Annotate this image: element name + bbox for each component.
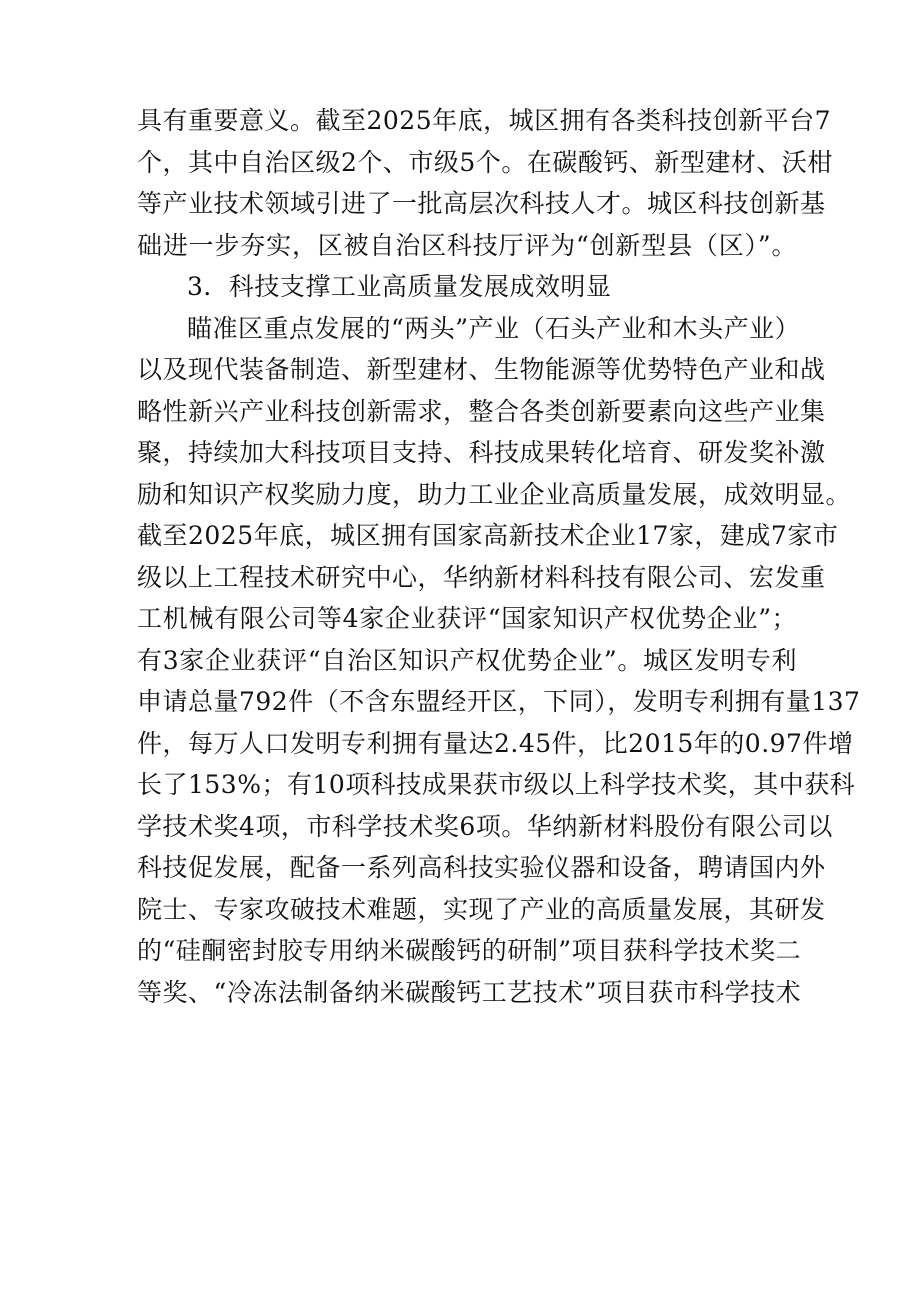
paragraph-2-line-12: 长了153%；有10项科技成果获市级以上科学技术奖，其中获科 xyxy=(137,770,856,799)
paragraph-2-line-4: 聚，持续加大科技项目支持、科技成果转化培育、研发奖补激 xyxy=(137,438,826,467)
section-heading: 3．科技支撑工业高质量发展成效明显 xyxy=(187,272,612,301)
paragraph-2-line-7: 级以上工程技术研究中心，华纳新材料科技有限公司、宏发重 xyxy=(137,562,826,592)
document-body xyxy=(137,100,861,1013)
paragraph-2-line-1: 瞄准区重点发展的“两头”产业（石头产业和木头产业） xyxy=(187,313,801,343)
paragraph-2-line-14: 科技促发展，配备一系列高科技实验仪器和设备，聘请国内外 xyxy=(137,853,826,882)
paragraph-1-line-2: 个，其中自治区级2个、市级5个。在碳酸钙、新型建材、沃柑 xyxy=(137,147,833,177)
paragraph-2-line-10: 申请总量792件（不含东盟经开区，下同），发明专利拥有量137 xyxy=(137,687,861,716)
paragraph-2-line-17: 等奖、“冷冻法制备纳米碳酸钙工艺技术”项目获市科学技术 xyxy=(137,977,802,1007)
paragraph-2-line-3: 略性新兴产业科技创新需求，整合各类创新要素向这些产业集 xyxy=(137,396,826,426)
paragraph-2-line-15: 院士、专家攻破技术难题，实现了产业的高质量发展，其研发 xyxy=(137,894,826,924)
paragraph-2-line-2: 以及现代装备制造、新型建材、生物能源等优势特色产业和战 xyxy=(137,355,826,384)
paragraph-1-line-1: 具有重要意义。截至2025年底，城区拥有各类科技创新平台7 xyxy=(137,106,832,135)
paragraph-2-line-6: 截至2025年底，城区拥有国家高新技术企业17家，建成7家市 xyxy=(137,521,839,550)
paragraph-1-line-3: 等产业技术领域引进了一批高层次科技人才。城区科技创新基 xyxy=(137,189,826,218)
paragraph-2-line-8: 工机械有限公司等4家企业获评“国家知识产权优势企业”； xyxy=(137,604,797,633)
paragraph-2-line-11: 件，每万人口发明专利拥有量达2.45件，比2015年的0.97件增 xyxy=(137,728,854,758)
paragraph-2-line-5: 励和知识产权奖励力度，助力工业企业高质量发展，成效明显。 xyxy=(137,479,852,509)
paragraph-2-line-9: 有3家企业获评“自治区知识产权优势企业”。城区发明专利 xyxy=(137,645,797,675)
paragraph-2-line-13: 学技术奖4项，市科学技术奖6项。华纳新材料股份有限公司以 xyxy=(137,811,833,841)
paragraph-1-line-4: 础进一步夯实，区被自治区科技厅评为“创新型县（区）”。 xyxy=(137,230,797,260)
paragraph-2-line-16: 的“硅酮密封胶专用纳米碳酸钙的研制”项目获科学技术奖二 xyxy=(137,936,802,965)
